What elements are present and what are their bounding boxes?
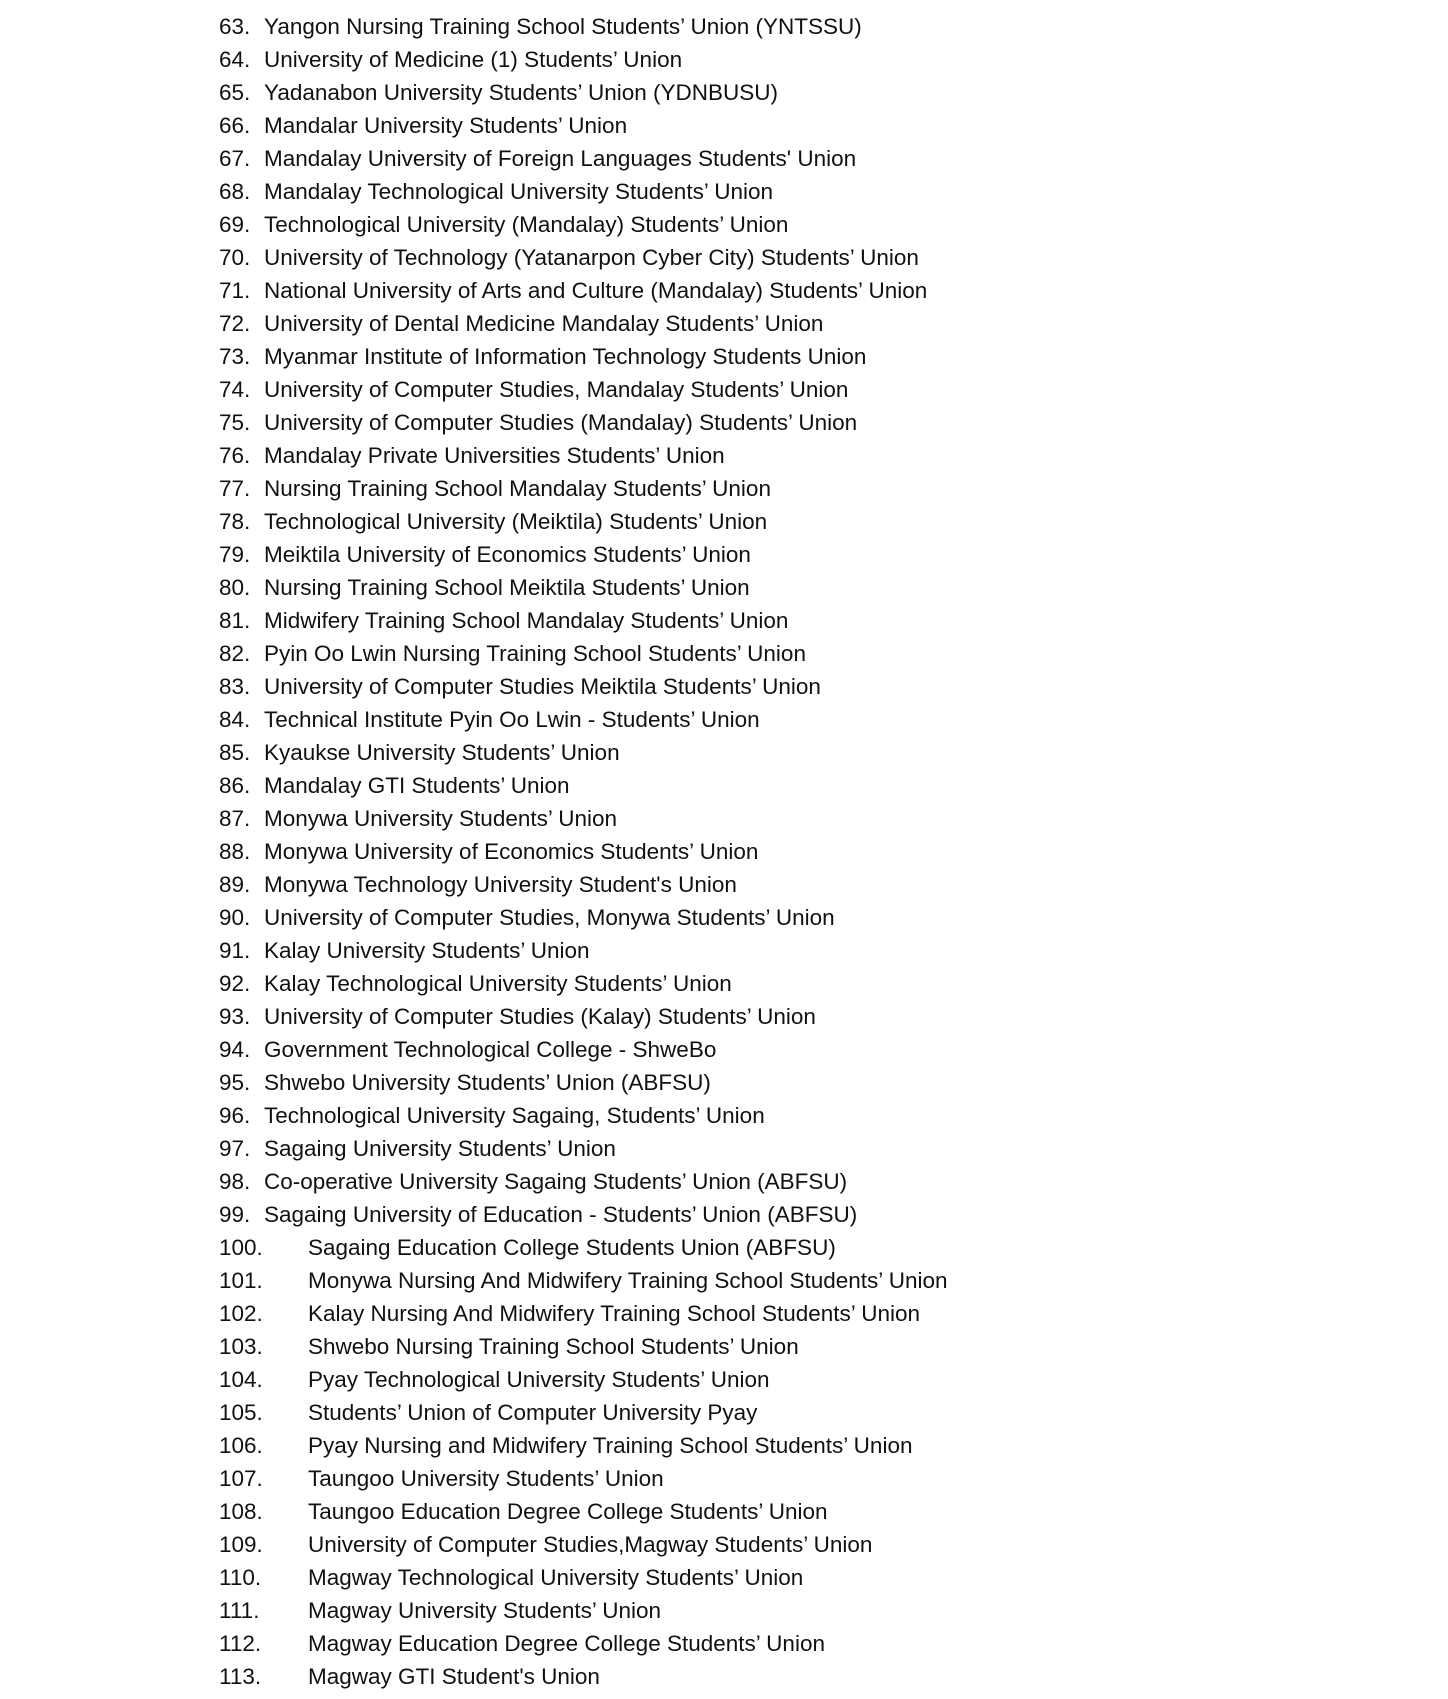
list-item-number: 72. — [219, 311, 251, 336]
list-item-text: Technical Institute Pyin Oo Lwin - Students’ Union — [264, 707, 760, 732]
list-item-text: Government Technological College - ShweBo — [264, 1037, 717, 1062]
list-item-number: 110. — [219, 1565, 262, 1590]
list-item — [219, 1462, 947, 1495]
list-item — [219, 1297, 947, 1330]
list-item — [219, 1330, 947, 1363]
list-item-text: Pyay Technological University Students’ Union — [308, 1367, 770, 1392]
list-item-text: Monywa Nursing And Midwifery Training School Students’ Union — [308, 1268, 948, 1293]
list-item-text: Shwebo Nursing Training School Students’ Union — [308, 1334, 799, 1359]
list-item-text: Kalay University Students’ Union — [264, 938, 590, 963]
list-item — [219, 538, 947, 571]
list-item-number: 68. — [219, 179, 251, 204]
list-item — [219, 472, 947, 505]
list-item — [219, 43, 947, 76]
list-item-number: 74. — [219, 377, 251, 402]
list-item-text: Magway University Students’ Union — [308, 1598, 662, 1623]
list-item — [219, 1429, 947, 1462]
list-item-number: 85. — [219, 740, 251, 765]
list-item — [219, 1000, 947, 1033]
list-item-number: 107. — [219, 1466, 263, 1491]
list-item-number: 71. — [219, 278, 251, 303]
list-item-text: Kyaukse University Students’ Union — [264, 740, 620, 765]
list-item-text: Monywa Technology University Student's Union — [264, 872, 737, 897]
list-item-text: Shwebo University Students’ Union (ABFSU) — [264, 1070, 711, 1095]
list-item-number: 94. — [219, 1037, 251, 1062]
list-item-number: 75. — [219, 410, 251, 435]
list-item-text: Mandalay University of Foreign Languages Students' Union — [264, 146, 857, 171]
list-item-number: 79. — [219, 542, 251, 567]
list-item-number: 87. — [219, 806, 251, 831]
list-item-text: Nursing Training School Mandalay Students’ Union — [264, 476, 771, 501]
list-item-number: 95. — [219, 1070, 251, 1095]
list-item-number: 81. — [219, 608, 251, 633]
list-item-number: 102. — [219, 1301, 263, 1326]
list-item-text: Nursing Training School Meiktila Students’ Union — [264, 575, 750, 600]
list-item-text: Taungoo Education Degree College Students’ Union — [308, 1499, 828, 1524]
list-item-text: Sagaing University Students’ Union — [264, 1136, 616, 1161]
list-item — [219, 406, 947, 439]
list-item — [219, 1198, 947, 1231]
list-item-text: University of Computer Studies,Magway Students’ Union — [308, 1532, 873, 1557]
list-item — [219, 175, 947, 208]
list-item-number: 76. — [219, 443, 251, 468]
list-item-text: Meiktila University of Economics Students’ Union — [264, 542, 751, 567]
list-item-text: Mandalay GTI Students’ Union — [264, 773, 570, 798]
list-item — [219, 307, 947, 340]
list-item — [219, 1660, 947, 1693]
list-item-text: University of Medicine (1) Students’ Union — [264, 47, 683, 72]
list-item — [219, 505, 947, 538]
list-item-number: 113. — [219, 1664, 262, 1689]
list-item-text: Pyin Oo Lwin Nursing Training School Students’ Union — [264, 641, 806, 666]
list-item — [219, 76, 947, 109]
list-item — [219, 439, 947, 472]
list-item-number: 86. — [219, 773, 251, 798]
list-item-number: 97. — [219, 1136, 251, 1161]
list-item-text: Magway Technological University Students’ Union — [308, 1565, 804, 1590]
list-item — [219, 274, 947, 307]
list-item-text: Monywa University Students’ Union — [264, 806, 618, 831]
list-item-text: Yangon Nursing Training School Students’ Union (YNTSSU) — [264, 14, 862, 39]
list-item — [219, 571, 947, 604]
list-item — [219, 10, 947, 43]
list-item-text: Mandalar University Students’ Union — [264, 113, 628, 138]
list-item-number: 70. — [219, 245, 251, 270]
list-item-number: 78. — [219, 509, 251, 534]
list-item-number: 88. — [219, 839, 251, 864]
list-item — [219, 802, 947, 835]
list-item-number: 106. — [219, 1433, 263, 1458]
list-item-text: University of Computer Studies Meiktila Students’ Union — [264, 674, 821, 699]
list-item — [219, 769, 947, 802]
list-item — [219, 1396, 947, 1429]
list-item-number: 89. — [219, 872, 251, 897]
list-item — [219, 967, 947, 1000]
list-item — [219, 1264, 947, 1297]
list-item-number: 84. — [219, 707, 251, 732]
list-item-text: Pyay Nursing and Midwifery Training School Students’ Union — [308, 1433, 913, 1458]
list-item — [219, 340, 947, 373]
list-item-number: 111. — [219, 1598, 260, 1623]
list-item-text: Midwifery Training School Mandalay Students’ Union — [264, 608, 789, 633]
list-item — [219, 1132, 947, 1165]
list-item-text: Magway GTI Student's Union — [308, 1664, 600, 1689]
list-item — [219, 208, 947, 241]
list-item — [219, 1033, 947, 1066]
list-item-number: 92. — [219, 971, 251, 996]
list-item-text: University of Technology (Yatanarpon Cyber City) Students’ Union — [264, 245, 919, 270]
list-item-text: Technological University (Meiktila) Students’ Union — [264, 509, 768, 534]
list-item-text: Taungoo University Students’ Union — [308, 1466, 664, 1491]
list-item-number: 98. — [219, 1169, 251, 1194]
list-item-number: 67. — [219, 146, 251, 171]
list-item — [219, 604, 947, 637]
list-item-text: National University of Arts and Culture (Mandalay) Students’ Union — [264, 278, 928, 303]
list-item-number: 104. — [219, 1367, 263, 1392]
list-item-number: 69. — [219, 212, 251, 237]
students-union-list — [219, 10, 947, 1693]
list-item — [219, 1495, 947, 1528]
list-item-text: Mandalay Private Universities Students’ Union — [264, 443, 725, 468]
list-item-number: 73. — [219, 344, 251, 369]
list-item-number: 101. — [219, 1268, 263, 1293]
list-item-number: 112. — [219, 1631, 262, 1656]
list-item-text: Monywa University of Economics Students’ Union — [264, 839, 759, 864]
list-item-text: Yadanabon University Students’ Union (YDNBUSU) — [264, 80, 778, 105]
list-item — [219, 109, 947, 142]
list-item — [219, 637, 947, 670]
list-item — [219, 1363, 947, 1396]
list-item-number: 109. — [219, 1532, 263, 1557]
list-item — [219, 901, 947, 934]
list-item-text: Sagaing Education College Students Union (ABFSU) — [308, 1235, 836, 1260]
list-item-number: 100. — [219, 1235, 263, 1260]
list-item — [219, 703, 947, 736]
list-item-text: Technological University (Mandalay) Students’ Union — [264, 212, 789, 237]
list-item-text: Co-operative University Sagaing Students’ Union (ABFSU) — [264, 1169, 848, 1194]
list-item-number: 105. — [219, 1400, 263, 1425]
list-item-number: 77. — [219, 476, 251, 501]
list-item — [219, 736, 947, 769]
list-item-number: 66. — [219, 113, 251, 138]
list-item-text: University of Computer Studies (Kalay) Students’ Union — [264, 1004, 816, 1029]
list-item-number: 65. — [219, 80, 251, 105]
list-item — [219, 1165, 947, 1198]
list-item-text: Students’ Union of Computer University Pyay — [308, 1400, 758, 1425]
list-item-number: 93. — [219, 1004, 251, 1029]
list-item-number: 91. — [219, 938, 251, 963]
list-item-number: 90. — [219, 905, 251, 930]
list-item-text: Magway Education Degree College Students’ Union — [308, 1631, 825, 1656]
list-item — [219, 670, 947, 703]
list-item — [219, 1528, 947, 1561]
list-item-text: University of Dental Medicine Mandalay Students’ Union — [264, 311, 824, 336]
list-item-number: 64. — [219, 47, 251, 72]
list-item-number: 83. — [219, 674, 251, 699]
list-item-text: Mandalay Technological University Students’ Union — [264, 179, 774, 204]
list-item — [219, 1627, 947, 1660]
list-item-text: University of Computer Studies, Monywa Students’ Union — [264, 905, 835, 930]
list-item — [219, 1561, 947, 1594]
list-item — [219, 934, 947, 967]
list-item — [219, 868, 947, 901]
list-item-number: 63. — [219, 14, 251, 39]
list-item — [219, 142, 947, 175]
list-item — [219, 1099, 947, 1132]
list-item-text: Technological University Sagaing, Students’ Union — [264, 1103, 765, 1128]
list-item-text: University of Computer Studies (Mandalay) Students’ Union — [264, 410, 858, 435]
list-item — [219, 1066, 947, 1099]
list-item-text: Kalay Nursing And Midwifery Training School Students’ Union — [308, 1301, 920, 1326]
list-item — [219, 835, 947, 868]
list-item-text: Sagaing University of Education - Students’ Union (ABFSU) — [264, 1202, 858, 1227]
list-item — [219, 241, 947, 274]
list-item — [219, 1231, 947, 1264]
list-item-number: 80. — [219, 575, 251, 600]
list-item — [219, 1594, 947, 1627]
list-item-text: Kalay Technological University Students’ Union — [264, 971, 732, 996]
list-item-number: 108. — [219, 1499, 263, 1524]
list-item-text: Myanmar Institute of Information Technology Students Union — [264, 344, 867, 369]
list-item-number: 82. — [219, 641, 251, 666]
list-item — [219, 373, 947, 406]
list-item-number: 103. — [219, 1334, 263, 1359]
list-item-text: University of Computer Studies, Mandalay Students’ Union — [264, 377, 849, 402]
list-item-number: 96. — [219, 1103, 251, 1128]
list-item-number: 99. — [219, 1202, 251, 1227]
